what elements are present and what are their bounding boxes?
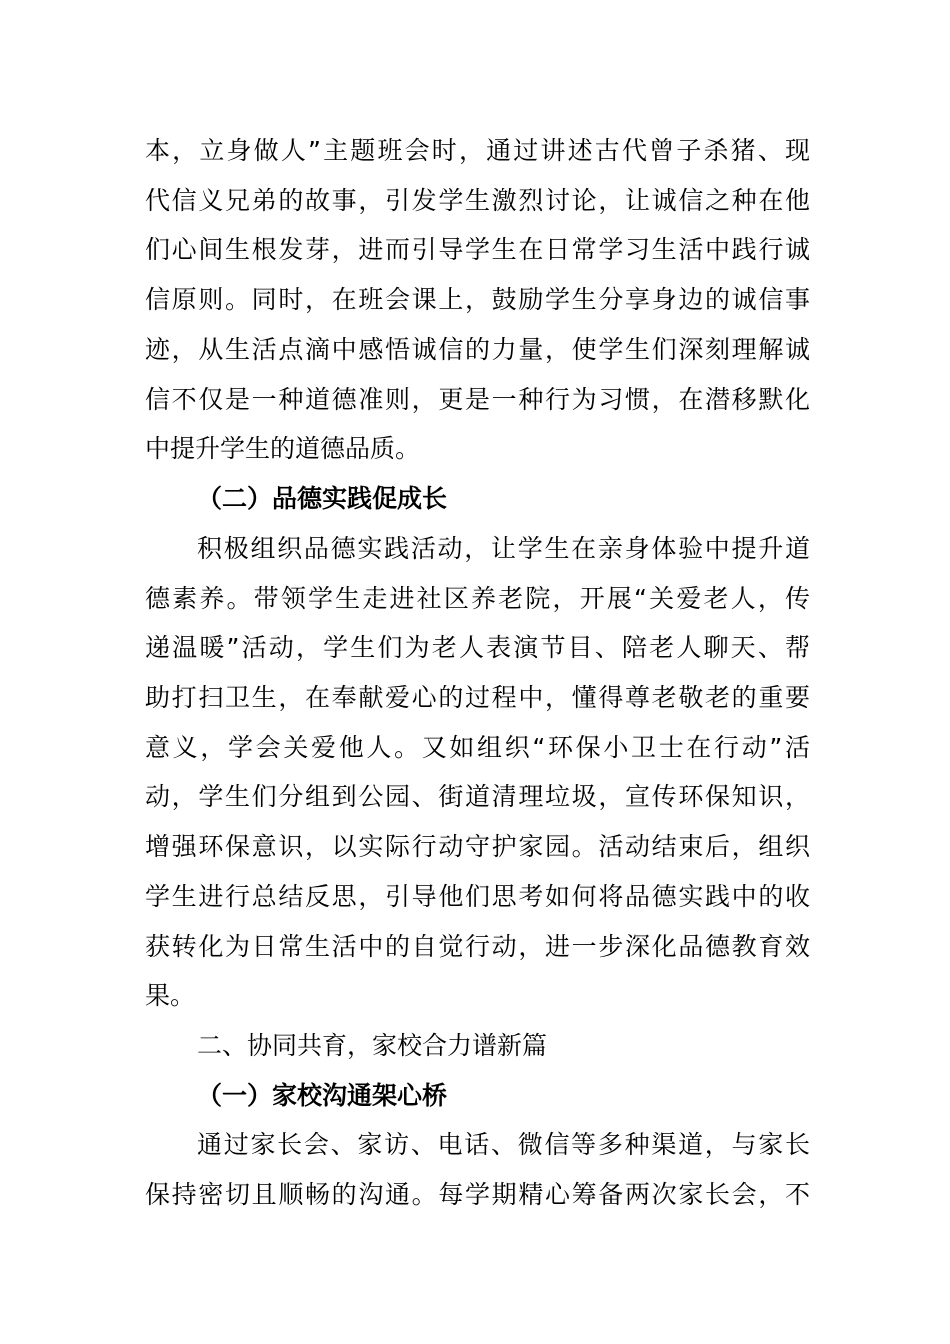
paragraph-line: 果。 [145,981,196,1010]
paragraph-line: 德素养。带领学生走进社区养老院，开展“关爱老人，传 [145,584,810,613]
paragraph-line: 中提升学生的道德品质。 [145,434,421,463]
paragraph-line: 意义，学会关爱他人。又如组织“环保小卫士在行动”活 [145,733,810,762]
paragraph-line: 迹，从生活点滴中感悟诚信的力量，使学生们深刻理解诚 [145,335,810,364]
subsection-heading: （一）家校沟通架心桥 [197,1081,448,1110]
paragraph-line: 信原则。同时，在班会课上，鼓励学生分享身边的诚信事 [145,285,810,314]
paragraph-line: 递温暖”活动，学生们为老人表演节目、陪老人聊天、帮 [145,633,810,662]
section-heading: 二、协同共育，家校合力谱新篇 [197,1031,548,1060]
paragraph-line: 助打扫卫生，在奉献爱心的过程中，懂得尊老敬老的重要 [145,683,810,712]
paragraph-line: 信不仅是一种道德准则，更是一种行为习惯，在潜移默化 [145,385,810,414]
paragraph-line: 学生进行总结反思，引导他们思考如何将品德实践中的收 [145,882,810,911]
paragraph-line: 获转化为日常生活中的自觉行动，进一步深化品德教育效 [145,932,810,961]
paragraph-line: 积极组织品德实践活动，让学生在亲身体验中提升道 [197,534,810,563]
paragraph-line: 本，立身做人”主题班会时，通过讲述古代曾子杀猪、现 [145,136,810,165]
paragraph-line: 通过家长会、家访、电话、微信等多种渠道，与家长 [197,1130,810,1159]
paragraph-line: 代信义兄弟的故事，引发学生激烈讨论，让诚信之种在他 [145,186,810,215]
paragraph-line: 动，学生们分组到公园、街道清理垃圾，宣传环保知识， [145,782,810,811]
subsection-heading: （二）品德实践促成长 [197,484,448,513]
paragraph-line: 保持密切且顺畅的沟通。每学期精心筹备两次家长会，不 [145,1180,810,1209]
paragraph-line: 增强环保意识，以实际行动守护家园。活动结束后，组织 [145,832,810,861]
paragraph-line: 们心间生根发芽，进而引导学生在日常学习生活中践行诚 [145,235,810,264]
